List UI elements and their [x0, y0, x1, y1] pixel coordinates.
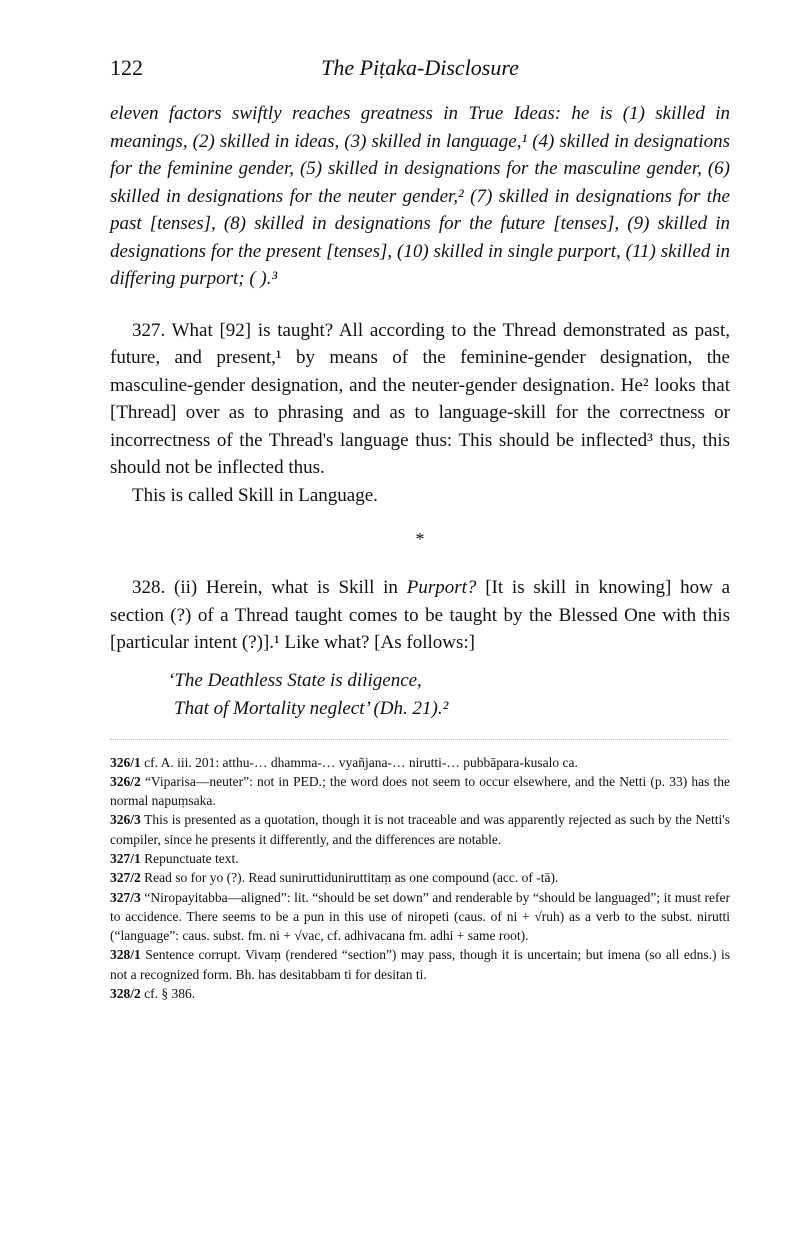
footnote-ref: 328/2: [110, 986, 141, 1002]
footnote: [110, 849, 730, 868]
continued-paragraph: eleven factors swiftly reaches greatness in True Ideas: he is (1) skilled in meanings, (2) skilled in ideas, (3) skilled in language,¹ (4) skilled in designations for the feminine gender, (5) skilled in designations for the masculine gender, (6) skilled in designations for the neuter gender,² (7) skilled in designations for the past [tenses], (8) skilled in designations for the future [tenses], (9) skilled in designations for the present [tenses], (10) skilled in single purport, (11) skilled in differing purport; ( ).³: [110, 103, 730, 289]
footnote-text: This is presented as a quotation, though it is not traceable and was apparently rejected as such by the Netti's compiler, since he presents it differently, and the differences are notable.: [110, 812, 730, 847]
verse-line: ‘The Deathless State is diligence,: [168, 669, 422, 691]
footnote-ref: 326/2: [110, 773, 141, 789]
footnote-text: Read so for yo (?). Read suniruttiduniruttitaṃ as one compound (acc. of -tā).: [144, 870, 559, 886]
footnote: [110, 753, 730, 772]
footnote: [110, 945, 730, 984]
paragraph-text-a: (ii) Herein, what is Skill in: [174, 577, 398, 598]
footnote-text: Repunctuate text.: [144, 850, 239, 866]
verse-quotation: [168, 667, 730, 723]
footnote-ref: 327/3: [110, 889, 141, 905]
paragraph-number: 328.: [132, 577, 166, 598]
paragraph-327: [110, 317, 730, 482]
section-separator: *: [415, 529, 425, 549]
footnote-text: cf. § 386.: [144, 986, 196, 1002]
verse-line: That of Mortality neglect’ (Dh. 21).²: [174, 697, 449, 719]
paragraph-text-b: [It is skill in knowing] how a section (?) of a Thread taught comes to be taught by the Blessed One with this [particular intent (?)].¹ Like what? [As follows:]: [110, 577, 731, 653]
footnotes: [110, 753, 730, 1004]
footnote-ref: 327/1: [110, 850, 141, 866]
footnote-text: “Viparisa—neuter”: not in PED.; the word does not seem to occur elsewhere, and the Netti (p. 33) has the normal napuṃsaka.: [110, 773, 730, 809]
footnote: [110, 888, 730, 946]
footnote-ref: 327/2: [110, 870, 141, 886]
footnote-text: cf. A. iii. 201: atthu-… dhamma-… vyañjana-… nirutti-… pubbāpara-kusalo ca.: [144, 754, 578, 770]
footnote-text: “Niropayitabba—aligned”: lit. “should be set down” and renderable by “should be languaged”; it must refer to accidence. There seems to be a pun in this use of niropeti (caus. of ni + √ruh) as a verb to the subst. nirutti (“language”: caus. subst. fm. ni + √vac, cf. adhivacana fm. adhi + same root).: [110, 889, 731, 944]
paragraph-327-close: This is called Skill in Language.: [132, 484, 378, 506]
paragraph-italic-term: Purport?: [406, 577, 477, 598]
page-header: [110, 55, 730, 85]
paragraph-328: [110, 574, 730, 657]
footnote-text: Sentence corrupt. Vivaṃ (rendered “section”) may pass, though it is uncertain; but imena (so all edns.) is not a recognized form. Bh. has desitabbam ti for desitan ti.: [110, 947, 731, 982]
running-title: The Piṭaka-Disclosure: [321, 55, 519, 80]
main-text: [110, 100, 730, 1003]
paragraph-text: What [92] is taught? All according to the Thread demonstrated as past, future, and present,¹ by means of the feminine-gender designation, the masculine-gender designation, and the neuter-gender designation. He² looks that [Thread] over as to phrasing and as to language-skill for the correctness or incorrectness of the Thread's language thus: This should be inflected³ thus, this should not be inflected thus.: [110, 319, 730, 478]
footnote-ref: 326/1: [110, 754, 141, 770]
footnote-ref: 326/3: [110, 812, 141, 828]
footnote-rule: [110, 739, 730, 741]
footnote: [110, 772, 730, 811]
footnote: [110, 810, 730, 849]
footnote-ref: 328/1: [110, 947, 141, 963]
paragraph-number: 327.: [132, 319, 166, 341]
footnote: [110, 868, 730, 887]
page-number: 122: [110, 55, 143, 80]
footnote: [110, 984, 730, 1003]
